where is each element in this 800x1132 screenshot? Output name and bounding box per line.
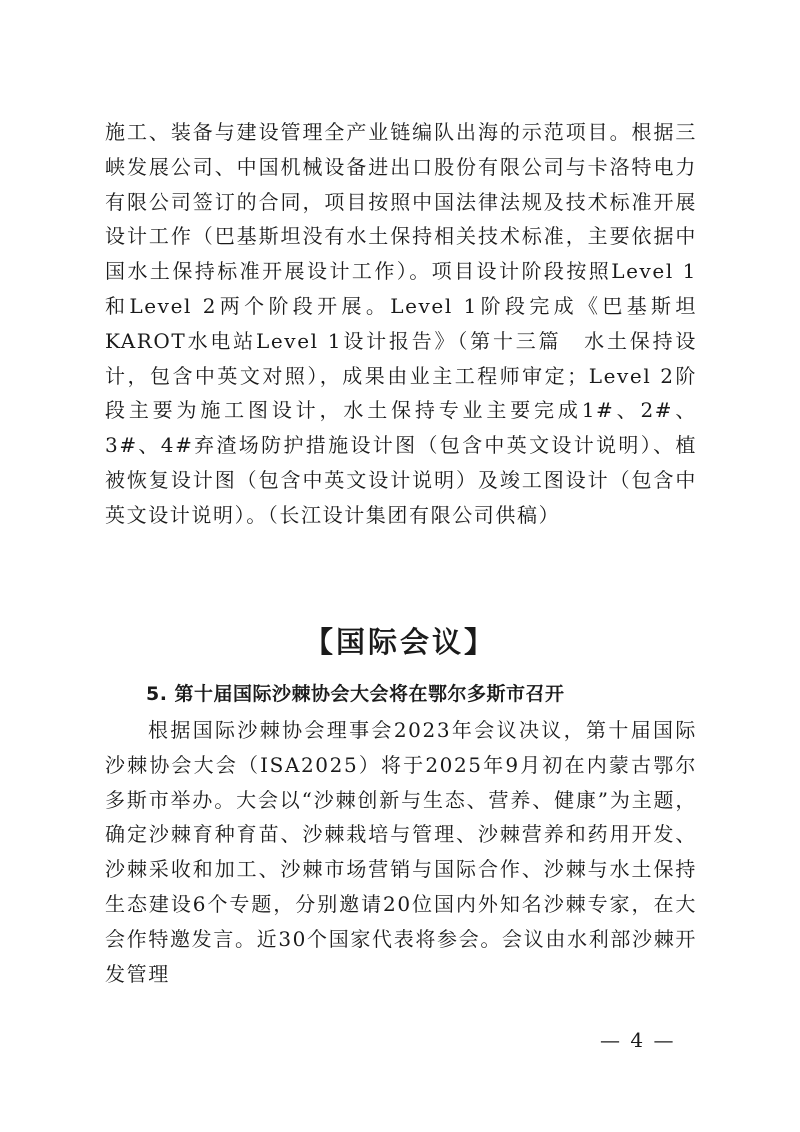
section-heading: 【国际会议】: [303, 625, 496, 659]
paragraph-continued: 施工、装备与建设管理全产业链编队出海的示范项目。根据三峡发展公司、中国机械设备进出口股份有限公司与卡洛特电力有限公司签订的合同，项目按照中国法律法规及技术标准开展设计工作（巴基斯坦没有水土保持相关技术标准，主要依据中国水土保持标准开展设计工作）。项目设计阶段按照Level 1和Level 2两个阶段开展。Level 1阶段完成《巴基斯坦KAROT水电站Level 1设计报告》（第十三篇 水土保持设计，包含中英文对照），成果由业主工程师审定；Level 2阶段主要为施工图设计，水土保持专业主要完成1#、2#、3#、4#弃渣场防护措施设计图（包含中英文设计说明）、植被恢复设计图（包含中英文设计说明）及竣工图设计（包含中英文设计说明）。（长江设计集团有限公司供稿）: [105, 120, 697, 527]
item-body-paragraph: 根据国际沙棘协会理事会2023年会议决议，第十届国际沙棘协会大会（ISA2025）将于2025年9月初在内蒙古鄂尔多斯市举办。大会以“沙棘创新与生态、营养、健康”为主题，确定沙棘育种育苗、沙棘栽培与管理、沙棘营养和药用开发、沙棘采收和加工、沙棘市场营销与国际合作、沙棘与水土保持生态建设6个专题，分别邀请20位国内外知名沙棘专家，在大会作特邀发言。近30个国家代表将参会。会议由水利部沙棘开发管理: [105, 718, 697, 986]
page-number: — 4 —: [600, 1028, 676, 1052]
item-title: 5. 第十届国际沙棘协会大会将在鄂尔多斯市召开: [146, 683, 565, 705]
